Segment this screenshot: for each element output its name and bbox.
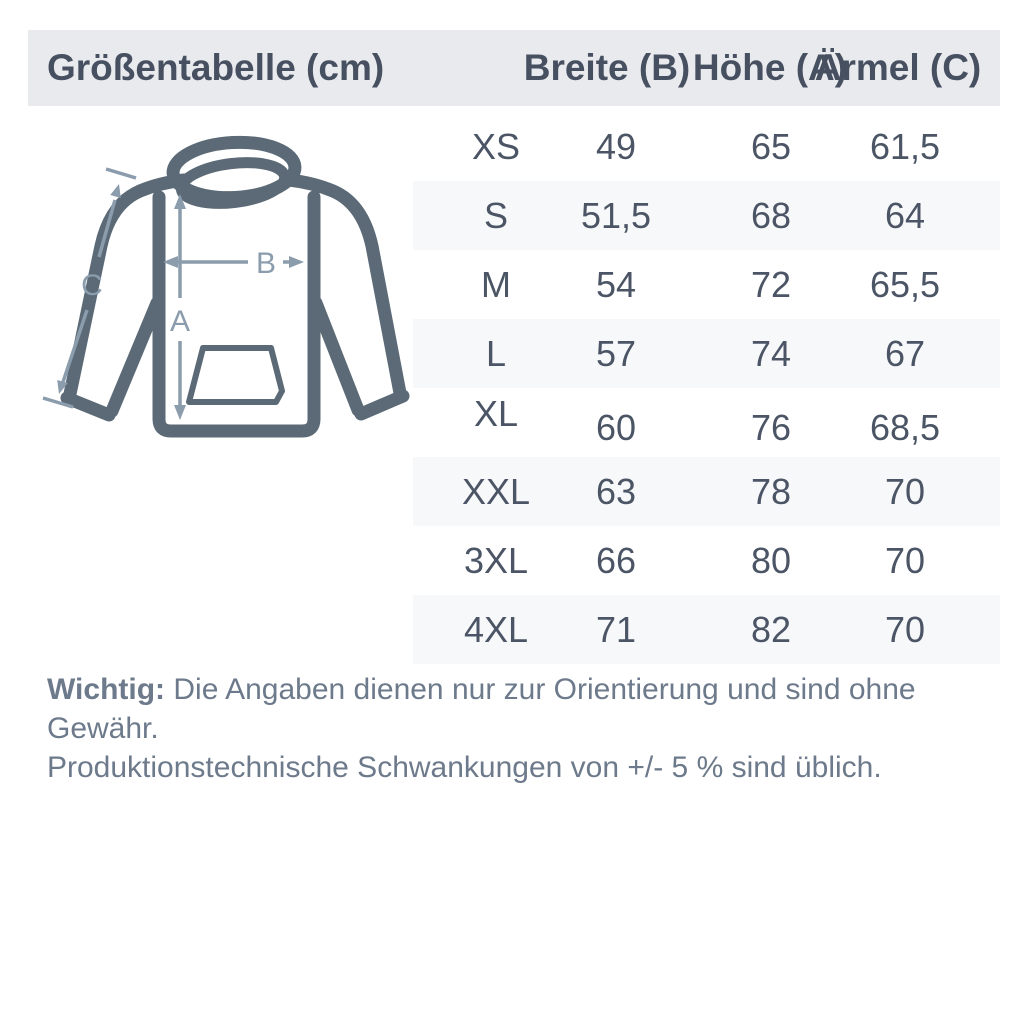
hoehe-cell: 72 xyxy=(750,264,792,305)
height-label: A xyxy=(169,305,191,338)
size-cell: XXL xyxy=(461,471,531,512)
hoodie-size-diagram xyxy=(30,120,415,465)
breite-cell: 66 xyxy=(595,540,637,581)
hoehe-cell: 68 xyxy=(750,195,792,236)
column-header-breite: Breite (B) xyxy=(523,47,691,88)
hoehe-cell: 82 xyxy=(750,609,792,650)
table-header-band xyxy=(28,30,1000,106)
width-label: B xyxy=(255,247,277,280)
table-row-xxl xyxy=(413,457,1000,526)
size-table xyxy=(413,112,1000,664)
breite-cell: 49 xyxy=(595,126,637,167)
table-row-3xl xyxy=(413,526,1000,595)
table-row-4xl xyxy=(413,595,1000,664)
height-dimension-arrow xyxy=(170,194,190,420)
hoehe-cell: 78 xyxy=(750,471,792,512)
breite-cell: 57 xyxy=(595,333,637,374)
breite-cell: 63 xyxy=(595,471,637,512)
hoehe-cell: 74 xyxy=(750,333,792,374)
table-row-m xyxy=(413,250,1000,319)
column-header-aermel: Ärmel (C) xyxy=(814,47,982,88)
size-cell: M xyxy=(481,264,511,305)
hoehe-cell: 80 xyxy=(750,540,792,581)
footer-line-1 xyxy=(47,670,987,748)
hoodie-outline-icon xyxy=(67,139,403,431)
size-cell: L xyxy=(485,333,507,374)
aermel-cell: 70 xyxy=(884,609,926,650)
sleeve-label: C xyxy=(81,269,103,302)
table-row-xs xyxy=(413,112,1000,181)
aermel-cell: 67 xyxy=(884,333,926,374)
aermel-cell: 61,5 xyxy=(869,126,941,167)
footer-important-label: Wichtig: xyxy=(47,673,166,706)
breite-cell: 51,5 xyxy=(580,195,652,236)
aermel-cell: 70 xyxy=(884,540,926,581)
size-cell: S xyxy=(483,195,509,236)
table-row-s xyxy=(413,181,1000,250)
aermel-cell: 68,5 xyxy=(869,407,941,448)
size-cell: XL xyxy=(473,393,519,434)
size-cell: 4XL xyxy=(463,609,529,650)
footer-note xyxy=(47,670,987,787)
aermel-cell: 65,5 xyxy=(869,264,941,305)
breite-cell: 71 xyxy=(595,609,637,650)
size-cell: 3XL xyxy=(463,540,529,581)
breite-cell: 60 xyxy=(595,407,637,448)
aermel-cell: 70 xyxy=(884,471,926,512)
width-dimension-arrow xyxy=(163,247,304,280)
size-cell: XS xyxy=(471,126,521,167)
breite-cell: 54 xyxy=(595,264,637,305)
hoehe-cell: 76 xyxy=(750,407,792,448)
footer-line-1-text: Die Angaben dienen nur zur Orientierung und sind ohne Gewähr. xyxy=(47,673,916,745)
hoehe-cell: 65 xyxy=(750,126,792,167)
column-header-hoehe: Höhe (A) xyxy=(692,47,848,88)
page-title: Größentabelle (cm) xyxy=(47,47,385,88)
footer-line-2: Produktionstechnische Schwankungen von +/- 5 % sind üblich. xyxy=(47,751,882,784)
aermel-cell: 64 xyxy=(884,195,926,236)
table-row-xl xyxy=(413,388,1000,457)
table-row-l xyxy=(413,319,1000,388)
